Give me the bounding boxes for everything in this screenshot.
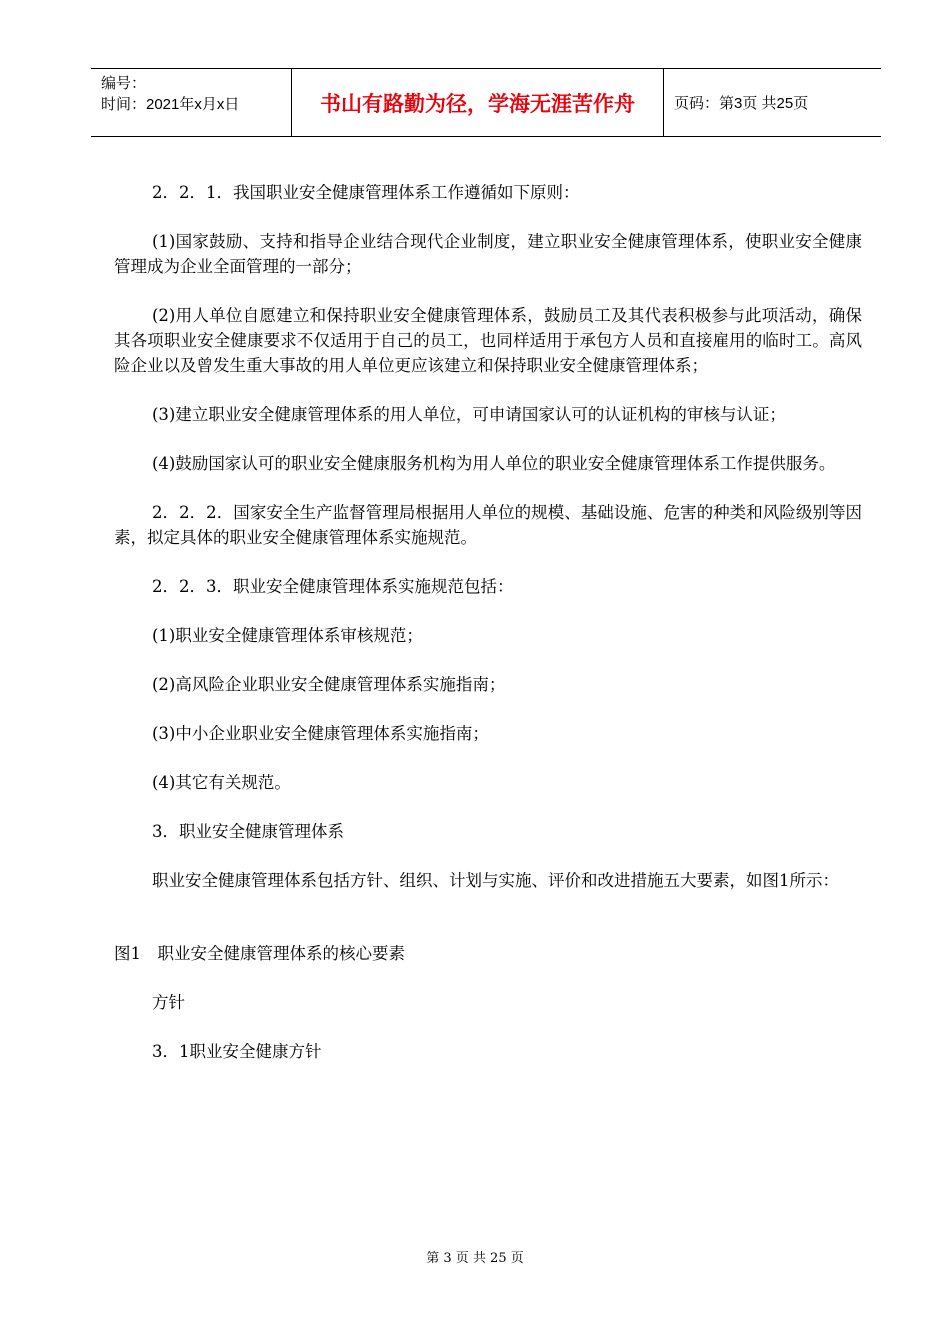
paragraph-principle-4: (4)鼓励国家认可的职业安全健康服务机构为用人单位的职业安全健康管理体系工作提供服务。 — [152, 454, 836, 473]
header-motto: 书山有路勤为径，学海无涯苦作舟 — [291, 69, 664, 136]
paragraph-elements: 职业安全健康管理体系包括方针、组织、计划与实施、评价和改进措施五大要素，如图1所示： — [152, 871, 839, 890]
paragraph-spec-3: (3)中小企业职业安全健康管理体系实施指南； — [152, 724, 489, 743]
paragraph-2-2-2: 2．2．2．国家安全生产监督管理局根据用人单位的规模、基础设施、危害的种类和风险级别等因素，拟定具体的职业安全健康管理体系实施规范。 — [114, 503, 862, 547]
paragraph-principle-1: (1)国家鼓励、支持和指导企业结合现代企业制度，建立职业安全健康管理体系，使职业安全健康管理成为企业全面管理的一部分； — [114, 232, 862, 276]
header-meta — [91, 69, 291, 136]
figure-caption: 图1 职业安全健康管理体系的核心要素 — [114, 944, 405, 963]
paragraph-spec-2: (2)高风险企业职业安全健康管理体系实施指南； — [152, 675, 506, 694]
document-number-label: 编号： — [101, 75, 147, 92]
document-time-label: 时间：2021年x月x日 — [101, 96, 240, 113]
paragraph-principle-3: (3)建立职业安全健康管理体系的用人单位，可申请国家认可的认证机构的审核与认证； — [152, 405, 786, 424]
page-header — [91, 68, 881, 137]
paragraph-spec-1: (1)职业安全健康管理体系审核规范； — [152, 626, 423, 645]
paragraph-2-2-1: 2．2．1．我国职业安全健康管理体系工作遵循如下原则： — [152, 183, 580, 202]
section-heading-3: 3．职业安全健康管理体系 — [152, 822, 344, 841]
document-body — [114, 180, 862, 1088]
page-footer: 第 3 页 共 25 页 — [426, 1251, 524, 1266]
paragraph-2-2-3: 2．2．3．职业安全健康管理体系实施规范包括： — [152, 577, 514, 596]
section-heading-3-1: 3．1职业安全健康方针 — [152, 1042, 322, 1061]
header-page-number: 页码：第3页 共25页 — [674, 95, 809, 112]
paragraph-spec-4: (4)其它有关规范。 — [152, 773, 291, 792]
paragraph-principle-2: (2)用人单位自愿建立和保持职业安全健康管理体系，鼓励员工及其代表积极参与此项活动，确保其各项职业安全健康要求不仅适用于自己的员工，也同样适用于承包方人员和直接雇用的临时工。高风险企业以及曾发生重大事故的用人单位更应该建立和保持职业安全健康管理体系； — [114, 306, 862, 375]
paragraph-policy: 方针 — [152, 993, 185, 1012]
